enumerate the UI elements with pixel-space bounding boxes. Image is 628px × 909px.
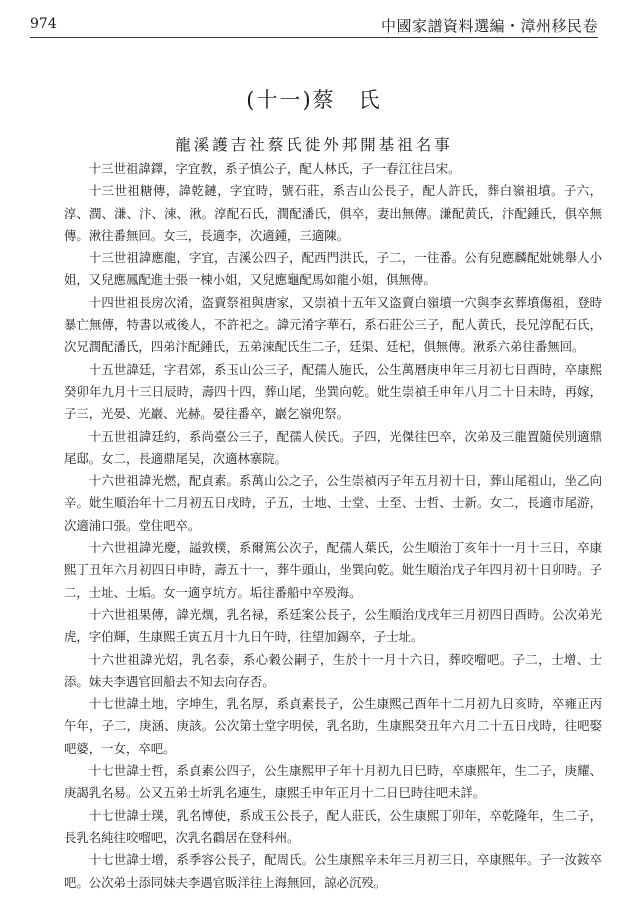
section-title: (十一)蔡 氏: [246, 88, 382, 112]
body-text: [64, 158, 602, 894]
header-rule: [30, 37, 598, 38]
page-header: [30, 10, 598, 34]
paragraph: 十五世諱廷，字君郊，系玉山公三子，配孺人施氏，公生萬曆庚申年三月初七日酉時，卒康熙癸卯年九月十三日辰時，壽四十四，葬山尾，坐巽向乾。妣生崇禎壬申年八月二十日未時，再嫁，子三，光晏、光巖、光赫。晏往番卒，巖乞嶺兜祭。: [64, 361, 602, 422]
paragraph: 十六世祖諱光燃，配貞素。系萬山公之子，公生崇禎丙子年五月初十日，葬山尾祖山，坐乙向辛。妣生順治年十二月初五日戌時，子五，士地、士堂、士至、士哲、士新。女二，長適市尾游，次適浦口張。堂住吧卒。: [64, 473, 602, 533]
paragraph: 十三世祖諱應龍，字宜，吉溪公四子，配西門洪氏，子二，一往番。公有兒應麟配妣姚舉人小姐，又兒應鳳配進士張一棟小姐，又兒應龜配馬如龍小姐，俱無傳。: [64, 250, 602, 288]
running-title: 中國家譜資料選編・漳州移民卷: [380, 17, 598, 35]
paragraph: 十三世祖諱鐸，字宜教，系子慎公子，配人林氏，子一春江往吕宋。: [88, 161, 461, 176]
subtitle: 龍溪護吉社蔡氏徙外邦開基祖名事: [175, 136, 453, 154]
paragraph: 十七世諱士璞，乳名博使，系成玉公長子，配人莊氏，公生康熙丁卯年，卒乾隆年，生二子，長乳名純往咬𠺕吧，次乳名鸖居在登科州。: [64, 807, 602, 845]
paragraph: 十五世祖諱廷約，系尚臺公三子，配孺人侯氏。子四，光傑往巴卒，次弟及三龍置隨侯別適鼎尾邸。女二，長適鼎尾吴，次適林寨院。: [64, 428, 602, 466]
paragraph: 十七世諱士哲，系貞素公四子，公生康熙甲子年十月初九日巳時，卒康熙年，生二子，庚耀、庚謁乳名易。公又五弟士圻乳名連生，康熙壬申年正月十二日巳時往吧未詳。: [64, 763, 602, 801]
paragraph: 十三世祖糖傳，諱乾鏈，字宜時，號石莊，系吉山公長子，配人許氏，葬白嶺祖墳。子六，淳、潤、溓、汴、涑、湫。淳配石氏，潤配潘氏，俱卒，妻出無傳。溓配黄氏，汴配鍾氏，俱卒無傳。湫往番無回。女三，長適李，次適鍾，三適陳。: [64, 183, 602, 243]
paragraph: 十六世祖諱光慶，謚敦樸，系爾篤公次子，配孺人葉氏，公生順治丁亥年十一月十三日，卒康熙丁丑年六月初四日申時，壽五十一，葬牛頭山，坐巽向乾。妣生順治戊子年四月初十日卯時。子二，士址、士垢。女一適亨坑方。垢往番船中卒殁海。: [64, 540, 602, 600]
paragraph: 十六世祖諱光炤，乳名泰，系心穀公嗣子，生於十一月十六日，葬咬𠺕吧。子二，士增、士添。妹夫李遇官回船去不知去向存否。: [64, 651, 602, 689]
page-number: 974: [30, 16, 57, 32]
paragraph: 十七世諱土地，字坤生，乳名厚，系貞素長子，公生康熙己酉年十二月初九日亥時，卒雍正丙午年，子二，庚涵、庚該。公次第士堂字明侯，乳名助，生康熙癸丑年六月二十五日戌時，往吧娶吧婆，一女，卒吧。: [64, 696, 602, 756]
paragraph: 十六世祖果傳，諱光熼，乳名禄，系廷案公長子，公生順治戊戌年三月初四日酉時。公次弟光虎，字伯輝，生康熙壬寅五月十九日午時，往望加錫卒，子士址。: [64, 606, 602, 645]
paragraph: 十七世諱士增，系季容公長子，配周氏。公生康熙辛未年三月初三日，卒康熙年。子一汝銨卒吧。公次弟士添同妹夫李遇官販洋往上海無回，諒必沉殁。: [64, 852, 602, 890]
paragraph: 十四世祖長房次淆，盗賣祭祖與唐家，又崇禎十五年又盗賣白嶺墳一穴與李玄葬墳傷祖，登時暴亡無傳，特書以戒後人，不許祀之。諱元淆字華石，系石莊公三子，配人黄氏，長兄淳配石氏，次兄潤配潘氏，四弟汴配鍾氏，五弟涑配氏生二子，廷渠、廷杞，俱無傳。湫系六弟往番無回。: [64, 294, 602, 355]
